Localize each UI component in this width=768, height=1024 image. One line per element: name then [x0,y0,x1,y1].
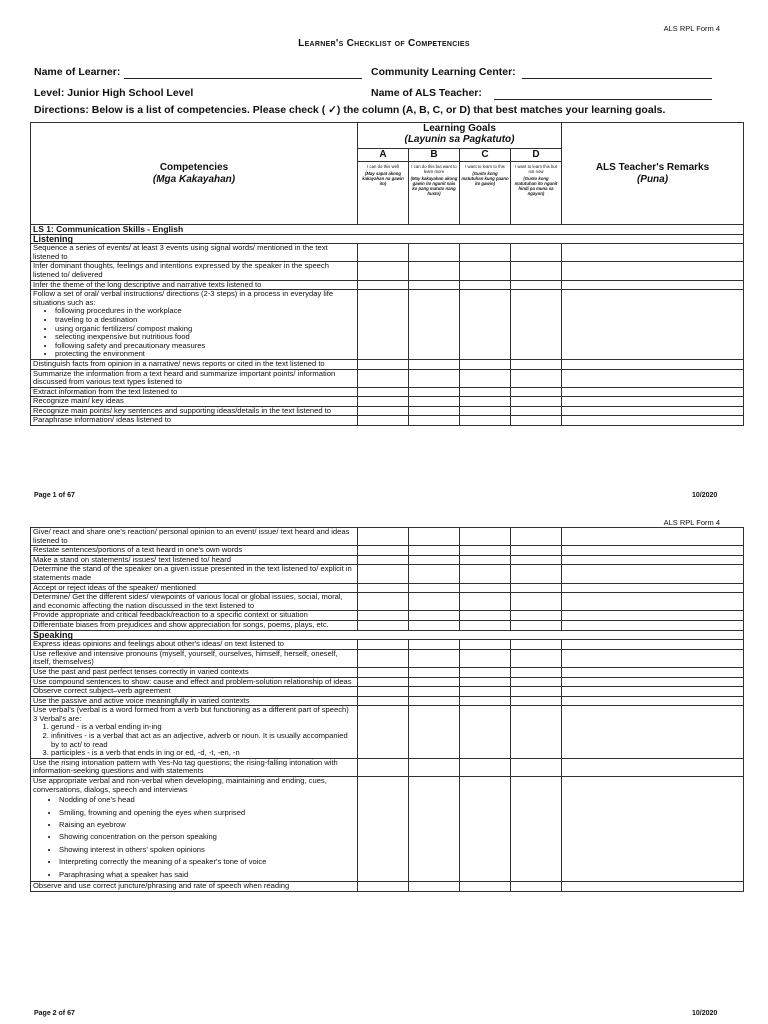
column-d-desc: I want to learn this but not now (Gusto kong matutuhan ito ngunit hindi pa muna sa ngayon) [511,162,562,225]
check-cell[interactable] [460,620,511,630]
subsection-listening: Listening [31,234,744,244]
check-cell[interactable] [511,359,562,369]
check-cell[interactable] [511,882,562,892]
remarks-cell[interactable] [562,611,744,621]
subsection-speaking: Speaking [31,630,744,640]
check-cell[interactable] [460,611,511,621]
check-cell[interactable] [358,687,409,697]
check-cell[interactable] [409,416,460,426]
check-cell[interactable] [511,593,562,611]
check-cell[interactable] [409,593,460,611]
competency-table-page-1 [30,122,744,426]
check-cell[interactable] [409,620,460,630]
learning-goals-header: Learning Goals (Layunin sa Pagkatuto) [358,123,562,149]
table-row: Use reflexive and intensive pronouns (myself, yourself, ourselves, himself, herself, oneself, itself, themselves) [31,649,744,667]
check-cell[interactable] [511,777,562,882]
check-cell[interactable] [409,359,460,369]
check-cell[interactable] [511,687,562,697]
check-cell[interactable] [409,406,460,416]
check-cell[interactable] [460,280,511,290]
table-row: Follow a set of oral/ verbal instructions/ directions (2-3 steps) in a process in everyday life situations such as: • following procedures in the workplace • traveling to a destination • using organic fertilizers/ compost making • selecting inexpensive but nutritious food • following safety and precautionary measures • protecting the environment [31,290,744,360]
remarks-cell[interactable] [562,649,744,667]
check-cell[interactable] [460,565,511,583]
remarks-cell[interactable] [562,640,744,650]
table-row: Make a stand on statements/ issues/ text listened to/ heard [31,555,744,565]
check-cell[interactable] [358,290,409,360]
remarks-cell[interactable] [562,593,744,611]
remarks-cell[interactable] [562,706,744,759]
check-cell[interactable] [358,611,409,621]
check-cell[interactable] [511,677,562,687]
table-row: Give/ react and share one's reaction/ personal opinion to an event/ issue/ text heard and ideas listened to [31,528,744,546]
check-cell[interactable] [460,387,511,397]
column-c-desc: I want to learn to this (Gusto kong matutuhan kung paano ito gawin) [460,162,511,225]
table-row: Use verbal's (verbal is a word formed from a verb but functioning as a different part of speech) 3 Verbal's are: 1. gerund - is a verbal ending in-ing 2. infinitives - is a verbal that act as an adjective, adverb or noun. It is usually accompanied by to act/ to read 3. participles - is a verb that ends in ing or ed, -d, -t, -en, -n [31,706,744,759]
section-ls1: LS 1: Communication Skills - English [31,225,744,235]
check-cell[interactable] [409,280,460,290]
table-row: Determine the stand of the speaker on a given issue presented in the text listened to/ explicit in statements made [31,565,744,583]
check-cell[interactable] [358,882,409,892]
check-cell[interactable] [409,397,460,407]
check-cell[interactable] [460,882,511,892]
check-cell[interactable] [358,677,409,687]
verbals-list: 1. gerund - is a verbal ending in-ing 2. infinitives - is a verbal that act as an adjective, adverb or noun. It is usually accompanied by to act/ to read 3. participles - is a verb that ends in ing or ed, -d, -t, -en, -n [33,723,355,757]
check-cell[interactable] [358,565,409,583]
remarks-cell[interactable] [562,262,744,280]
check-cell[interactable] [358,777,409,882]
remarks-cell[interactable] [562,546,744,556]
check-cell[interactable] [409,565,460,583]
check-cell[interactable] [460,687,511,697]
check-cell[interactable] [460,777,511,882]
check-cell[interactable] [460,667,511,677]
check-cell[interactable] [511,369,562,387]
form-id: ALS RPL Form 4 [663,24,720,33]
check-cell[interactable] [460,696,511,706]
check-cell[interactable] [409,758,460,776]
nonverbal-list: • Nodding of one's head • Smiling, frowning and opening the eyes when surprised • Raising an eyebrow • Showing concentration on the person speaking • Showing interest in others' spoken opinions • Interpreting correctly the meaning of a speaker's tone of voice • Paraphrasing what a speaker has said [33,794,355,881]
remarks-cell[interactable] [562,555,744,565]
check-cell[interactable] [409,706,460,759]
remarks-cell[interactable] [562,244,744,262]
check-cell[interactable] [358,528,409,546]
table-row: Use the rising intonation pattern with Yes-No tag questions; the rising-falling intonation with information-seeking questions and with statements [31,758,744,776]
table-row: Infer the theme of the long descriptive and narrative texts listened to [31,280,744,290]
remarks-cell[interactable] [562,777,744,882]
check-cell[interactable] [409,677,460,687]
competency-table-page-2 [30,527,744,892]
check-cell[interactable] [511,649,562,667]
table-row: Summarize the information from a text heard and summarize important points/ information discussed from various text types listened to [31,369,744,387]
learner-name-label: Name of Learner: [34,66,121,78]
check-cell[interactable] [511,280,562,290]
remarks-cell[interactable] [562,416,744,426]
remarks-cell[interactable] [562,528,744,546]
remarks-cell[interactable] [562,620,744,630]
column-b-letter: B [409,149,460,162]
check-cell[interactable] [409,546,460,556]
check-cell[interactable] [511,555,562,565]
check-cell[interactable] [511,397,562,407]
check-cell[interactable] [358,696,409,706]
check-cell[interactable] [358,369,409,387]
teacher-line[interactable] [494,99,712,100]
check-cell[interactable] [409,583,460,593]
clc-label: Community Learning Center: [371,66,516,78]
competencies-header: Competencies (Mga Kakayahan) [31,123,358,225]
page-number-2: Page 2 of 67 [34,1010,75,1017]
check-cell[interactable] [460,397,511,407]
column-a-desc: I can do this well (May sapat akong kakayahan na gawin ito) [358,162,409,225]
check-cell[interactable] [460,244,511,262]
remarks-cell[interactable] [562,280,744,290]
table-row: Accept or reject ideas of the speaker/ mentioned [31,583,744,593]
check-cell[interactable] [358,620,409,630]
check-cell[interactable] [460,649,511,667]
check-cell[interactable] [358,416,409,426]
table-row: Use the passive and active voice meaningfully in varied contexts [31,696,744,706]
check-cell[interactable] [460,290,511,360]
check-cell[interactable] [358,583,409,593]
page-date-2: 10/2020 [692,1010,718,1017]
check-cell[interactable] [409,528,460,546]
check-cell[interactable] [409,696,460,706]
remarks-cell[interactable] [562,758,744,776]
remarks-cell[interactable] [562,397,744,407]
check-cell[interactable] [511,406,562,416]
learner-fields [34,66,734,108]
check-cell[interactable] [460,416,511,426]
check-cell[interactable] [460,359,511,369]
check-cell[interactable] [409,555,460,565]
table-row: Infer dominant thoughts, feelings and intentions expressed by the speaker in the speech listened to/ delivered [31,262,744,280]
check-cell[interactable] [409,687,460,697]
check-cell[interactable] [511,546,562,556]
table-row: Observe correct subject–verb agreement [31,687,744,697]
remarks-header: ALS Teacher's Remarks (Puna) [562,123,744,225]
check-cell[interactable] [511,706,562,759]
remarks-cell[interactable] [562,583,744,593]
check-cell[interactable] [409,262,460,280]
table-row: Determine/ Get the different sides/ viewpoints of various local or global issues, social, moral, and economic affecting the nation discussed in the text listened to [31,593,744,611]
check-cell[interactable] [460,758,511,776]
check-cell[interactable] [358,387,409,397]
check-cell[interactable] [358,244,409,262]
check-cell[interactable] [511,620,562,630]
check-cell[interactable] [358,649,409,667]
remarks-cell[interactable] [562,687,744,697]
remarks-cell[interactable] [562,667,744,677]
page-number: Page 1 of 67 [34,492,75,499]
remarks-cell[interactable] [562,677,744,687]
check-cell[interactable] [358,280,409,290]
check-cell[interactable] [358,758,409,776]
remarks-cell[interactable] [562,565,744,583]
directions: Directions: Below is a list of competencies. Please check ( ✓) the column (A, B, C, or D) that best matches your learning goals. [34,104,666,116]
check-cell[interactable] [511,416,562,426]
table-row: Extract information from the text listened to [31,387,744,397]
check-cell[interactable] [409,369,460,387]
remarks-cell[interactable] [562,387,744,397]
table-row: Express ideas opinions and feelings about other's ideas/ on text listened to [31,640,744,650]
check-cell[interactable] [409,387,460,397]
remarks-cell[interactable] [562,359,744,369]
remarks-cell[interactable] [562,369,744,387]
table-row: Recognize main/ key ideas [31,397,744,407]
remarks-cell[interactable] [562,290,744,360]
check-cell[interactable] [460,369,511,387]
column-c-letter: C [460,149,511,162]
check-cell[interactable] [358,640,409,650]
check-cell[interactable] [358,546,409,556]
table-row: Observe and use correct juncture/phrasing and rate of speech when reading [31,882,744,892]
bullet-list: • following procedures in the workplace • traveling to a destination • using organic fertilizers/ compost making • selecting inexpensive but nutritious food • following safety and precautionary measures • protecting the environment [33,307,355,359]
check-cell[interactable] [460,262,511,280]
column-b-desc: I can do this but want to learn more (May kakayahan akong gawin ito ngunit nais ko pang matuto nang husto) [409,162,460,225]
check-cell[interactable] [358,359,409,369]
table-row: Use the past and past perfect tenses correctly in varied contexts [31,667,744,677]
check-cell[interactable] [511,696,562,706]
column-a-letter: A [358,149,409,162]
check-cell[interactable] [511,262,562,280]
check-cell[interactable] [460,546,511,556]
table-row: Differentiate biases from prejudices and show appreciation for songs, poems, plays, etc. [31,620,744,630]
check-cell[interactable] [358,406,409,416]
check-cell[interactable] [409,649,460,667]
check-cell[interactable] [358,706,409,759]
check-cell[interactable] [409,290,460,360]
column-d-letter: D [511,149,562,162]
check-cell[interactable] [460,555,511,565]
check-cell[interactable] [511,611,562,621]
table-row: Provide appropriate and critical feedback/reaction to a specific context or situation [31,611,744,621]
check-cell[interactable] [511,667,562,677]
check-cell[interactable] [511,758,562,776]
clc-line[interactable] [522,78,712,79]
check-cell[interactable] [358,593,409,611]
check-cell[interactable] [511,290,562,360]
page-date: 10/2020 [692,492,718,499]
check-cell[interactable] [511,244,562,262]
table-row: Recognize main points/ key sentences and supporting ideas/details in the text listened to [31,406,744,416]
check-cell[interactable] [460,706,511,759]
check-cell[interactable] [511,387,562,397]
check-cell[interactable] [460,583,511,593]
table-row: Restate sentences/portions of a text heard in one's own words [31,546,744,556]
table-row: Distinguish facts from opinion in a narrative/ news reports or cited in the text listened to [31,359,744,369]
table-row: Sequence a series of events/ at least 3 events using signal words/ mentioned in the text listened to [31,244,744,262]
table-row: Use compound sentences to show: cause and effect and problem-solution relationship of ideas [31,677,744,687]
table-row: Use appropriate verbal and non-verbal when developing, maintaining and ending, cues, conversations, dialogs, speech and interviews • Nodding of one's head • Smiling, frowning and opening the eyes when surprised • Raising an eyebrow • Showing concentration on the person speaking • Showing interest in others' spoken opinions • Interpreting correctly the meaning of a speaker's tone of voice • Paraphrasing what a speaker has said [31,777,744,882]
remarks-cell[interactable] [562,406,744,416]
check-cell[interactable] [409,611,460,621]
teacher-label: Name of ALS Teacher: [371,87,482,99]
form-id-page-2: ALS RPL Form 4 [663,518,720,527]
check-cell[interactable] [409,777,460,882]
check-cell[interactable] [358,667,409,677]
check-cell[interactable] [460,593,511,611]
learner-name-line[interactable] [124,78,362,79]
check-cell[interactable] [460,406,511,416]
check-cell[interactable] [358,555,409,565]
check-cell[interactable] [511,565,562,583]
check-cell[interactable] [511,640,562,650]
check-cell[interactable] [409,667,460,677]
remarks-cell[interactable] [562,882,744,892]
check-cell[interactable] [460,528,511,546]
check-cell[interactable] [358,397,409,407]
check-cell[interactable] [460,677,511,687]
check-cell[interactable] [409,640,460,650]
check-cell[interactable] [409,244,460,262]
table-row: Paraphrase information/ ideas listened to [31,416,744,426]
check-cell[interactable] [409,882,460,892]
check-cell[interactable] [358,262,409,280]
remarks-cell[interactable] [562,696,744,706]
check-cell[interactable] [511,528,562,546]
check-cell[interactable] [460,640,511,650]
level-label: Level: Junior High School Level [34,87,194,99]
document-title: Learner's Checklist of Competencies [298,38,470,49]
check-cell[interactable] [511,583,562,593]
